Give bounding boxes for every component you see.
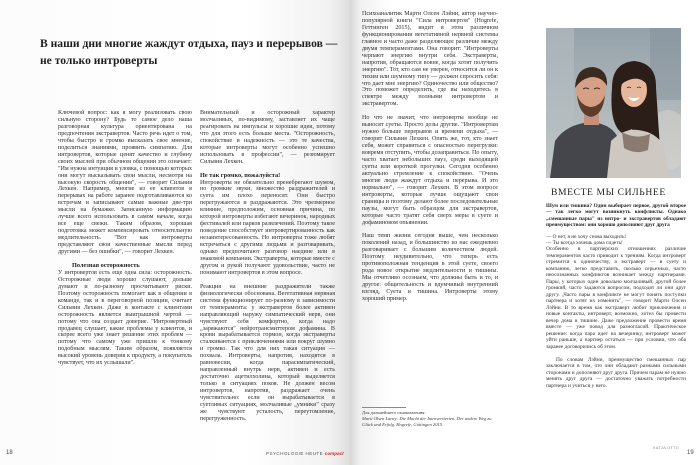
- further-reading-reference: Marti Olsen Laney: Die Macht der Introvertierten. Der andere Weg zu Glück und Erfolg. Hogrefe, Göttingen 2015.: [362, 415, 492, 427]
- right-page: [350, 0, 700, 465]
- sidebar-heading: ВМЕСТЕ МЫ СИЛЬНЕЕ: [551, 187, 666, 198]
- sidebar-paragraph: Особенно в партнерских отношениях различие темпераментов часто приводит к трениям. Когда интроверт стремится к одиночеству, а экстраверт — в суету и компанию, легко представить, сколько серьезных, часто неосознанных конфликтов возникает между партнерами. Пары, у которых один довольно молчаливый, другой более громкий, часто задаются вопросом, подходят ли они друг другу. „Часто пары в конфликте не могут понять поступки партнера и хотят их изменить", — говорит Марти Олсен Лэйни. В то время как экстраверт любит приключения и новые контакты, интроверт, возможно, хотел бы провести вечер дома в тишине. Даже предложение провести время вместе — уже повод для разногласий. Практическое решение: когда пара идет на вечеринку, интроверт может уйти раньше, а партнер остаться — при условии, что оба заранее договорились об этом.: [546, 246, 686, 350]
- paragraph: Ключевой вопрос: как я могу реализовать свою сильную сторону? Будь то самое дело наша разговорная культура ориентирована на предпочтения экстравертов. Часто речь идет о том, чтобы быстро и громко высказать свое мнение, поделиться знаниями, проявить симпатию. Для интровертов, которые ценят качество и глубину своих мыслей при обычном общении это означает: "Им нужна интуиция и уловка, с помощью которых они могут высказывать свои мысли, несмотря на высокую скорость общения", — говорит Сильвия Лехкен. Например, многие из ее клиентов в перерывах на работе заранее подготавливаются ко встречам и записывают самые важные две-три мысли на бумажке. Записанную информацию лучше всего использовать в самом начале, когда все еще свежи. Таким образом, хорошая подготовка может компенсировать относительную медлительность. "Вот как интроверты представляют свои качественные мысли перед другими — без ошибки", — говорит Лехкен.: [58, 110, 192, 256]
- magazine-footer: [266, 451, 344, 456]
- paragraph: Реакция на внешние раздражители также физиологически обоснована. Вегетативная нервная система функционирует по-разному в зависимости от темперамента: у экстравертов более активен направляющий наружу симпатический нерв, они чувствуют себя комфортно, когда надо „заряжаются" нейротрансмиттером дофамина. В крови вырабатывается гормон, когда экстраверты сталкиваются с приключениями или вокруг шумно и громко. Так что для них такая ситуация — похвала. Интроверты, напротив, находятся в равновесии, когда парасимпатический, направленный внутрь нерв, активен и есть достаточно ацетилхолина, который выделяется только в ситуациях покоя. Не должен весом интровертов, напротив, раздражает очень чувствительно: если он вырабатывается в суетливых ситуациях, молчаливые „умники" сразу же чувствуют усталость, переутомление, перегруженность.: [200, 283, 335, 422]
- further-reading-label: Для дальнейшего ознакомления:: [362, 410, 426, 415]
- paragraph: У интровертов есть еще одна сила: осторожность. Осторожные люди хорошо слушают, дольше думают и по-разному просчитывают риски. Поэтому осторожность помогает как в общении в команде, так и в переговорной позиции, считает Сильвия Лехкен. Даже в контакте с клиентами осторожность является выигрышной чертой — потому что она создает доверие. "Интровертный продавец слушает, какие проблемы у клиентов, и скорее всего уже знает решение этих проблем — потому что самому уже пришли к тонкому подобным мыслям. Таким образом, появляется высокий уровень доверия к продукту, а покупатель чувствует, что их услышали".: [58, 269, 192, 367]
- right-column-1: [362, 11, 498, 311]
- sidebar-together-stronger: [546, 187, 686, 396]
- left-column-1: [58, 110, 192, 420]
- article-title: В наши дни многие жаждут отдыха, пауз и перерывов — не только интроверты: [40, 37, 338, 67]
- dialogue-line: — О нет, я не хочу снова выходить!: [546, 233, 627, 240]
- left-column-2: [200, 110, 335, 420]
- dialogue-line: — Ты всегда хочешь дома сидеть!: [546, 240, 623, 247]
- page-number-right: 19: [687, 450, 694, 456]
- footnote-rule: [362, 407, 406, 408]
- paragraph: Интроверты не обязательно пренебрегают шумом, но громкие звуки, множество раздражителей и суета им плохо переносят. Они быстро перегружаются и раздражаются. Это чрезмерное влияние, предположим, основная причина, по которой интроверты избегают вечеринок, народных фестивалей или парков развлечений. Поэтому такое поведение способствует интровертированность как незаинтересованность. Но интроверты тоже любят встречаться с другими людьми и разговаривать, однако предпочитают разговор наедине или в знакомой компании. Экстраверты, которые вместе с другом и рукой получают удовольствие, часто не понимают интровертов в этом вопросе.: [200, 179, 335, 276]
- sidebar-paragraph: По словам Лэйни, преимущество смешанных пар заключается в том, что они обладают разными сильными сторонами и дополняют друг друга. Причем парам не нужно менять друг друга — достаточно уважать потребности партнера и учиться у него.: [546, 356, 686, 389]
- further-reading: [362, 407, 498, 428]
- page-number-left: 18: [6, 450, 13, 456]
- paragraph: Наш темп жизни сегодня выше, чем несколько поколений назад, и большинство из нас ежедневно разговаривает с большим количеством людей. Поэтому неудивительно, что теперь есть противоположная тенденция в этой суете, своего рода новое открытие медлительности и тишины. Мы отчетливо осознаем, что должны быть и то, и другое: общительность и вдумчивый внутренний взгляд, Суета и тишина. Интроверты этому хороший пример.: [362, 233, 498, 303]
- photo-credit: KATJA OTTO: [653, 446, 679, 450]
- footer-edition: compact: [324, 451, 344, 456]
- paragraph: Внимательный и осторожный характер молчаливых, по-видимому, заставляет их чаще реагировать на импульсы и хорошие идеи, потому что для этого есть больше места. "Осторожность, спокойствие и надежность — это те качества, которые интроверты могут особенно успешно использовать в профессии", — резюмирует Сильвия Лехкен.: [200, 110, 335, 165]
- subheading: Полезная осторожность: [72, 261, 140, 269]
- sidebar-lead: Шум или тишина? Один выбирает первое, другой второе — так легко могут возникнуть конфликты. Однако „смешанные пары" из интро- и экстравертов обладают преимуществом: они хорошо дополняют друг друга: [546, 203, 686, 229]
- subheading: Не так громко, пожалуйста!: [200, 171, 281, 179]
- couple-photo: [546, 28, 681, 178]
- footer-magazine-name: PSYCHOLOGIE HEUTE: [266, 451, 324, 456]
- paragraph: Психоаналитик Марти Олсен Лэйни, автор научно-популярной книги "Сила интровертов" (Hogrefe, Геттинген 2015), видит в этом различном функционировании вегетативной нервной системы главное и часто даже разделяющее различие между двумя темпераментами. Она говорит: "Интроверты черпают энергию внутри себя. Экстраверты, напротив, обращаются вовне, когда хотят получить энергию". Тот, кто сам не уверен, относится ли он к тихим или шумному типу — должен спросить себя: что дает мне энергию? Одиночество или общество? Это поможет определить, где вы находитесь в спектре между полными интровертом и экстравертом.: [362, 11, 498, 108]
- paragraph: Но что не значит, что интроверты вообще не выносят суеты. Просто дозы другие. "Интровертам нужно больше перерывов и времени отдыха", — говорит Сильвия Лехкен. Опять же, тот, кто знает себя, может справиться с опасностью перегрузки: вовремя отступить, чтобы дозаправиться. По опыту, часто хватает небольших пауз, среди выходящей суеты или короткой прогулки. Сегодня особенно актуально стремление к спокойствию. "Очень многие люди жаждут отдыха и перерыва. И это нормально", — говорит Лехкен. В этом вопросе интроверты, которые лучше ощущают свои границы и поэтому делают более последовательные паузы, могут быть образцом для экстравертов, которые часто тратят себя сверх меры в суете и дофаминовом опьянении.: [362, 115, 498, 226]
